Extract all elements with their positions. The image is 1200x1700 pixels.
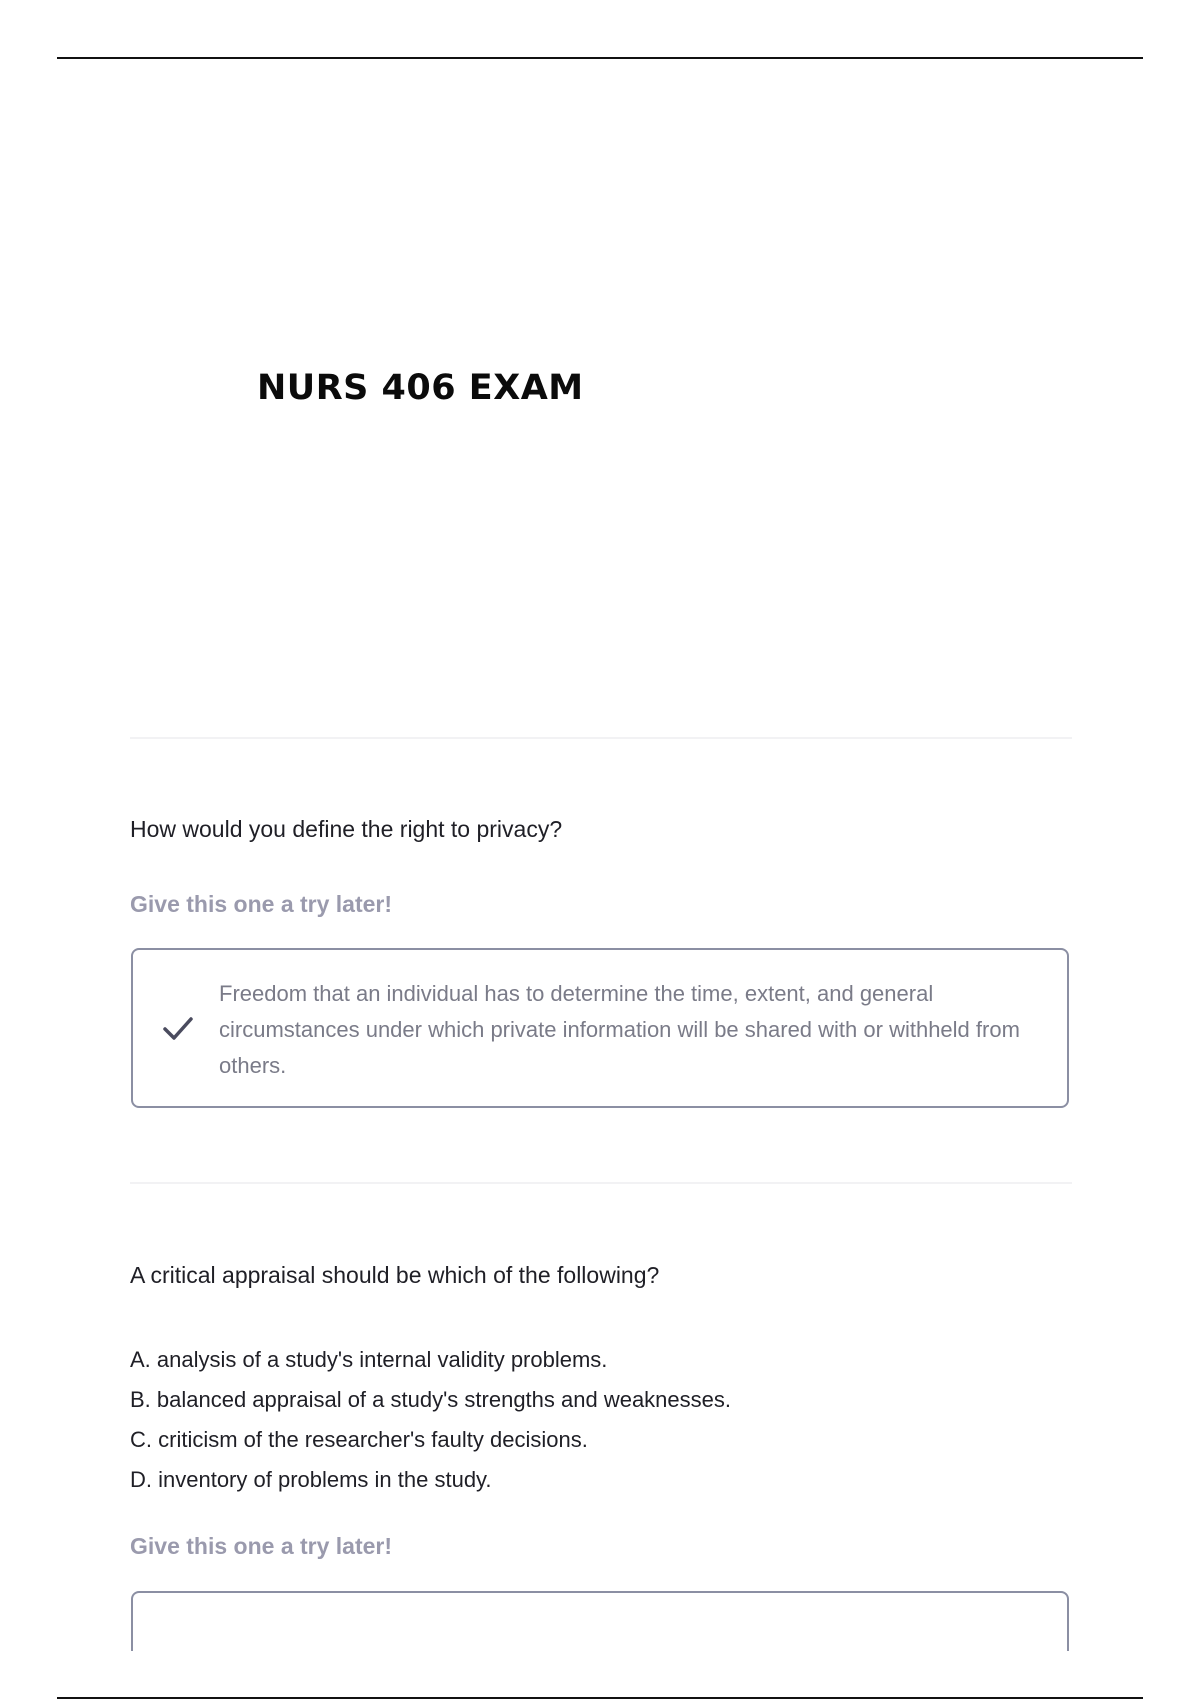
question-1-answer-card[interactable]	[131, 948, 1069, 1108]
question-1-prompt: How would you define the right to privacy?	[130, 816, 563, 842]
question-2-hint: Give this one a try later!	[130, 1533, 393, 1559]
option-c: C. criticism of the researcher's faulty decisions.	[130, 1427, 588, 1452]
footer-rule	[57, 1697, 1143, 1699]
question-2-answer-card[interactable]	[131, 1591, 1069, 1651]
option-d: D. inventory of problems in the study.	[130, 1467, 492, 1492]
section-divider	[130, 737, 1072, 739]
page-title: NURS 406 EXAM	[257, 368, 584, 408]
header-rule	[57, 57, 1143, 59]
question-2-prompt: A critical appraisal should be which of the following?	[130, 1262, 660, 1288]
question-2-options	[130, 1340, 731, 1500]
section-divider	[130, 1182, 1072, 1184]
option-a: A. analysis of a study's internal validity problems.	[130, 1347, 608, 1372]
option-b: B. balanced appraisal of a study's strengths and weaknesses.	[130, 1387, 732, 1412]
question-1-answer-text: Freedom that an individual has to determine the time, extent, and general circumstances under which private information will be shared with or withheld from others.	[219, 981, 1020, 1078]
question-1-hint: Give this one a try later!	[130, 891, 393, 917]
checkmark-icon	[161, 1014, 195, 1044]
